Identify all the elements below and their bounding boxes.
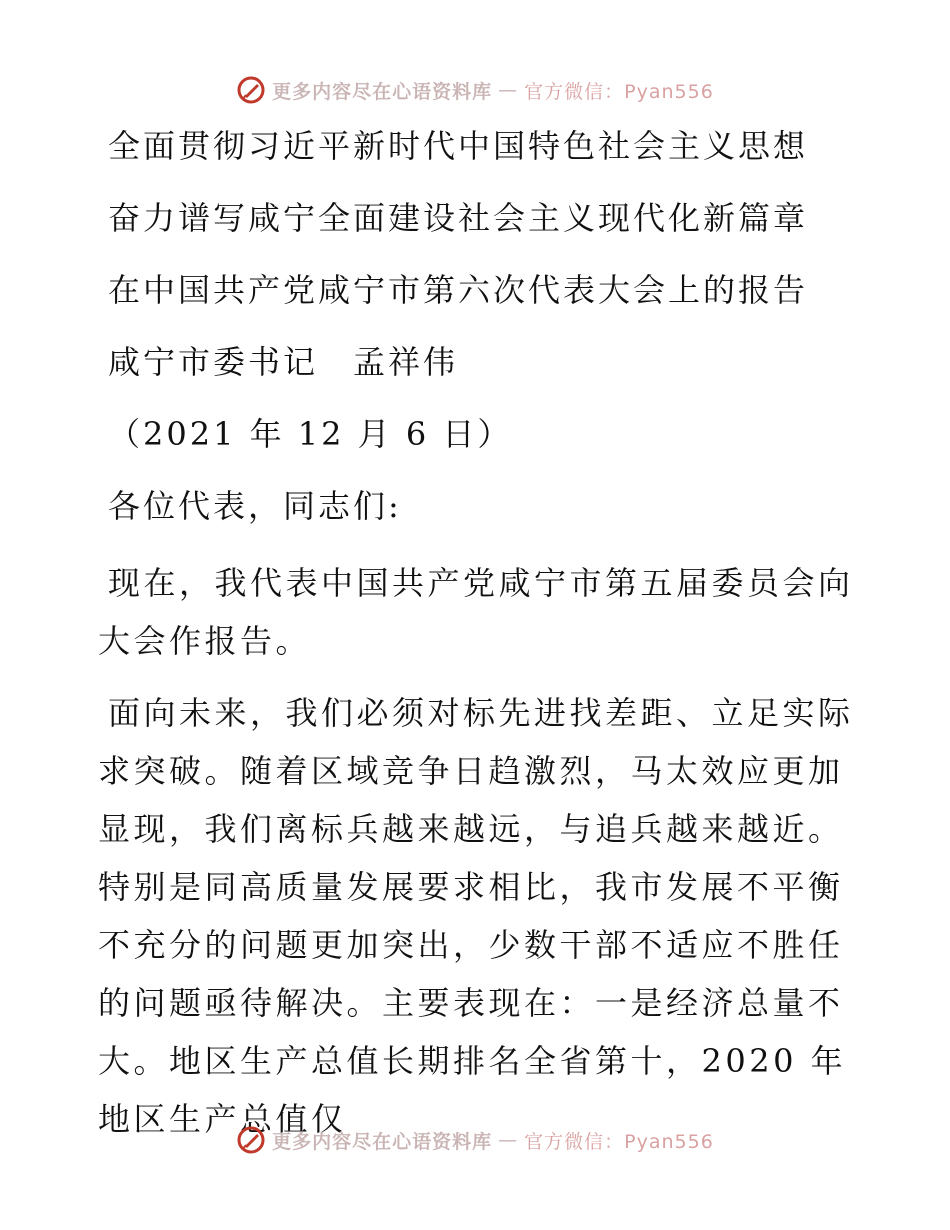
watermark-main-text: 更多内容尽在心语资料库 bbox=[272, 1130, 493, 1153]
watermark-main-text: 更多内容尽在心语资料库 bbox=[272, 80, 493, 103]
title-line-1: 全面贯彻习近平新时代中国特色社会主义思想 bbox=[108, 127, 809, 165]
watermark-dash: — bbox=[498, 79, 519, 101]
title-line-2: 奋力谱写咸宁全面建设社会主义现代化新篇章 bbox=[108, 199, 809, 237]
date-line: （2021 年 12 月 6 日） bbox=[108, 415, 513, 453]
watermark-header bbox=[0, 72, 950, 108]
watermark-footer bbox=[0, 1122, 950, 1158]
watermark-account-text: 官方微信：Pyan556 bbox=[524, 1130, 714, 1153]
watermark-account-text: 官方微信：Pyan556 bbox=[524, 80, 714, 103]
title-line-3: 在中国共产党咸宁市第六次代表大会上的报告 bbox=[108, 271, 809, 309]
quill-logo-icon bbox=[236, 1125, 266, 1155]
document-body bbox=[98, 122, 858, 1148]
paragraph-1: 现在，我代表中国共产党咸宁市第五届委员会向大会作报告。 bbox=[98, 564, 854, 660]
quill-logo-icon bbox=[236, 75, 266, 105]
watermark-dash: — bbox=[498, 1129, 519, 1151]
author-line: 咸宁市委书记 孟祥伟 bbox=[108, 343, 459, 381]
paragraph-2: 面向未来，我们必须对标先进找差距、立足实际求突破。随着区域竞争日趋激烈，马太效应更加显现，我们离标兵越来越远，与追兵越来越近。特别是同高质量发展要求相比，我市发展不平衡不充分的问题更加突出，少数干部不适应不胜任的问题亟待解决。主要表现在：一是经济总量不大。地区生产总值长期排名全省第十，2020 年地区生产总值仅 bbox=[98, 694, 854, 1138]
salutation: 各位代表，同志们: bbox=[108, 487, 402, 525]
